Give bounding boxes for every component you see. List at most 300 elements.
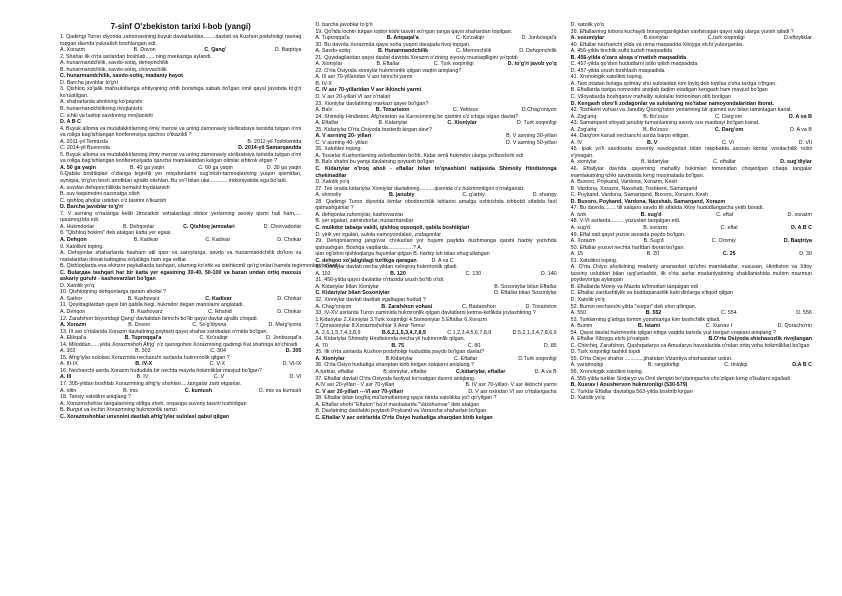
- text-line: [60, 34, 301, 47]
- line-text: B. hunarmandchilikning rivojlanishi: [60, 106, 142, 113]
- answer-option: A. xioniylar: [570, 159, 597, 166]
- answer-option: A. Chag'oniyon: [315, 303, 352, 310]
- answer-option: A. Zog'ariq: [570, 113, 597, 120]
- line-text: C. Eftallar zardushtiylik va buddaparastlik kabi dinlarga e'tiqod qilgan: [570, 290, 733, 297]
- answer-option: B. Dovon: [133, 47, 156, 54]
- answer-option: B. Tuproqqal'a: [124, 335, 162, 342]
- line-text: 15. Afrig'iylar sulolasi Xorazmda nechanchi asrlarda hukmronlik qilgan ?: [60, 354, 230, 361]
- line-text: 9. Xatolikni toping.: [60, 243, 104, 250]
- answer-option: D. Chokar: [277, 308, 302, 315]
- page-title: 7-sinf O'zbekiston tarixi I-bob (yangi): [110, 22, 251, 31]
- answer-option: A. Xioniylar: [315, 61, 343, 68]
- line-text: B. Davlatning dastlabki poytaxti Poykand va Varaxsha shaharlari bo'lgan: [315, 408, 487, 415]
- line-text: 35. Ilk o'rta asrlarda Kushon podsholigi hududida paydo bo'lgan davlat?: [315, 349, 485, 356]
- answer-option: C. Oromiy: [711, 238, 736, 245]
- answer-option: D.Turk xoqonligi: [518, 355, 557, 362]
- answer-option: B. IV asr 70-yillari- V asr ikkinchi yarmi: [465, 382, 557, 389]
- answer-option: B.xioniylar, eftallar: [383, 368, 427, 375]
- line-text: 6.Qabila boshliqlari o'zlariga tegishli yer maydonlarini sug'orish-tarmoqlarining yuqori qismidan, ayniqsa, to'g'on bosh atrofidan ajratib olishlari. Bu vo'l bilan ular............ imkoniyatida ega bo'ladi.: [60, 171, 302, 185]
- line-text: D. Xatolik yo'q: [60, 282, 94, 289]
- answer-option: D. xorazm: [787, 211, 812, 218]
- answer-option: D. sug'diylar: [780, 159, 812, 166]
- line-text: C. Turklar Eftallar davlatiga 563-yilda bostirib kirgan: [570, 388, 693, 395]
- line-text: B. IV-X: [315, 80, 332, 87]
- answer-option: C. Kidariylar bilan Sosoniylar: [315, 290, 390, 297]
- answer-option: A. IV: [570, 139, 583, 146]
- answer-option: C. 2014-yil Buxoroda: [60, 145, 110, 152]
- answer-option: D.5,2,1,3,4,7,8,6,9: [512, 329, 557, 336]
- answer-option: A. Elikqal'a: [60, 335, 87, 342]
- line-text: 48. V-VI asrlarda......... yozuvlari tarqalgan edi.: [570, 218, 681, 225]
- answer-option: D. Baqtriya: [783, 238, 812, 245]
- line-tail-text: D. A va C: [416, 257, 454, 264]
- line-text: 54. Qaysi davlat hukmronlik qilgan ettiga vaqtda tarixda yuz bergan voqeani aniqlang ?: [570, 329, 776, 336]
- answer-option: C. V-X: [209, 361, 226, 368]
- line-text: 26. Xatolikni toping.: [315, 146, 362, 153]
- text-line: [60, 270, 301, 283]
- answer-option: A. V asrning 20- yillari: [315, 133, 372, 140]
- line-text: 8. "Qishloq hokimi" deb atalgan katta yer egasi.: [60, 230, 172, 237]
- answer-option: B. 120: [390, 270, 406, 277]
- text-line: [571, 29, 812, 36]
- line-text: 42. Toshkent vohasi va Janubiy Qozog'iston yerlarining bir qismini suv bilan taminlagan kanal.: [570, 107, 792, 114]
- answer-option: A. III-IX: [60, 361, 78, 368]
- answer-option: C. eftal: [716, 211, 734, 218]
- answer-option: A. III: [60, 374, 72, 381]
- answer-option: D. 30 ga yaqin: [266, 164, 302, 171]
- answer-option: A. 110: [315, 270, 331, 277]
- answer-option: A. 550: [570, 310, 587, 317]
- line-text: 44. Darg'om kanali nechanchi asrda barpo etilgan.: [570, 133, 690, 140]
- answer-option: B. Kashovarz: [127, 295, 160, 302]
- answer-option: A. shimoliy: [315, 192, 342, 199]
- line-text: 25. Kidariylar O'rta Osiyoda bosterib kirgan davr?: [315, 126, 432, 133]
- answer-option: D. VI: [289, 374, 302, 381]
- line-text: A. O'rta Osiyo aholisining madaniy anananlari qo'shni mamlakatlar, xususan, Hindiston va Xitoy tasviriy uslublari bilan uyg'unlashib, ilk o'rta asrlar madaniyatining shakllanishida muhim mazmun poydevoriga aylangan: [570, 264, 812, 284]
- answer-option: D. mis va kumush: [258, 387, 302, 394]
- answer-option: D. A va B: [789, 126, 812, 133]
- answer-option: B. Dehqonlar: [123, 223, 155, 230]
- answer-option: B. Hunarmandchilik: [377, 48, 429, 55]
- line-text: A. Taxt otadan bolaga qolmay shu sulolaidan kim loyiq deb topilsa o'sha taxtga o'tirgan.: [570, 80, 777, 87]
- line-text: C. Bularдан tashqari har bir katta yer egasining 30-40, 50-100 va bazan undan ortiq maxsus askariy guruhi - kashovarzlari bo'lgan: [60, 269, 302, 283]
- line-text: B. Burgut va lochin Xorazmning hukmronlik ramzi: [60, 407, 177, 414]
- answer-option: D. 2014-yil Samarqandda: [238, 145, 302, 152]
- text-line: [60, 250, 301, 263]
- line-text: 40. Eftallar nechanchi yilda va nima maqsadda Xitoyga elchi yuborganlar.: [570, 41, 744, 48]
- answer-option: D. Chokar: [277, 236, 302, 243]
- line-text: C. IV asr 70-yillaridan V asr ikkinchi yarmi: [315, 87, 422, 94]
- answer-option: B. mis: [123, 387, 138, 394]
- line-text: C. 457-yilda qo'shni hududlarni istilo qilish maqsadida: [570, 61, 698, 68]
- answer-option: A. Dehqon: [60, 308, 86, 315]
- line-text: C. qishloq aholisi ustidan o'z tasirini o'tkazish: [60, 197, 167, 204]
- answer-option: A. Xorazm: [60, 47, 85, 54]
- answer-option: D. 30: [799, 251, 812, 258]
- answer-option: B. Bo'zsuv: [643, 126, 669, 133]
- line-text: 13. III asr o'rtalarida Xorazm davlatining poytaxti qaysi shahar xarobalari o'rnida bo'lgan.: [60, 328, 269, 335]
- answer-option: A. Dehqon: [60, 236, 87, 243]
- text-line: [315, 415, 556, 422]
- line-text: 37. Eftallar davlati O'rta Osiyoda faoliyat ko'rsatgan davrni aniqlang.: [315, 375, 476, 382]
- text-line: [60, 342, 301, 349]
- answer-option: C.1,2,3,4,5,6,7,8,9: [447, 329, 492, 336]
- line-text: 1.Kidariylar 2.Xioniylar 3.Turk xoqonligi 4.Somoniylar 5.Eftallar 6.Xorazm: [315, 316, 488, 323]
- line-text: 22. O'rta Osiyoda xioniylar hukmronlik qilgan vaqtni aniqlang?: [315, 67, 462, 74]
- answer-option: B. 552: [645, 310, 662, 317]
- line-text: 32. Xioniylar davlati dastlab egallagan hudud ?: [315, 296, 426, 303]
- answer-option: D. Marg'iyona: [268, 322, 302, 329]
- line-text: B. hunarmandchilik, savdo-sotiq, chorvachilik: [60, 66, 167, 73]
- line-text: A. Eftallar shohi "Eftalon" ba'zi manbalarda "Vaxshunvar" deb atalgan: [315, 401, 480, 408]
- line-text: 51. Xatolikni toping.: [570, 257, 618, 264]
- line-text: C. ichki va tashqi savdoning rivojlanishi: [60, 112, 153, 119]
- answer-option: C. kumush: [184, 387, 213, 394]
- answer-option: A. Sarkor: [60, 295, 83, 302]
- answer-option: C.kidariylar, eftallar: [456, 368, 506, 375]
- text-line: [60, 152, 301, 165]
- answer-option: A. 50 ga yaqin: [60, 164, 96, 171]
- line-text: 20. Bu davrda Xorazmda qaysi soha yuqori darajada rivoj topgan.: [315, 41, 471, 48]
- line-text: 5. Buyuk alloma va mutafakkirlarning ilmiy merosi va uning zamonaviy sivilizatsiya tarixida tutgan o'rni va roliga bag'ishlangan konferensiyada qancha mamlakatdan kelgan olimlar ishtirok etgan ?: [60, 151, 302, 165]
- text-line: [60, 211, 301, 224]
- answer-option: A. Xorazm: [60, 322, 87, 329]
- answer-option: D. A va B: [788, 113, 812, 120]
- answer-option: C. V asrning 40- yillari: [315, 139, 368, 146]
- answer-option: A. sosoniylar: [570, 35, 605, 42]
- line-text: A. III asr 70-yillaridan V asr birinchi yarmi: [315, 74, 413, 81]
- answer-option: B. sug'd: [640, 211, 662, 218]
- line-text: 43. Samarqand viloyati janubiy tumanlarining asosiy suv manbayi bo'lgan kanal.: [570, 120, 760, 127]
- line-text: 52. Bumin nechanchi yilda "xoqon" deb elon qilingan.: [570, 303, 697, 310]
- line-text: 2. Shahar ilk o'rta asrlardan boshlab.......ning markaziga aylandi.: [60, 53, 212, 60]
- line-text: 1. Qadimgi Turon diyorida zamonasining buyuk davlatlaridan........davlati va Kushon podsholigi ravnaq topgan davrda yuksalish boshlangan edi.: [60, 34, 302, 47]
- line-text: C. Viloyatlarda boshqaruv mahalliy sulolalar tomonidan olib borilgan: [570, 94, 731, 101]
- line-text: C. Eftallar V asr oxirlarida O'rta Osiyo hududiga sharqdan kirib kelgan: [315, 414, 493, 421]
- answer-option: D. Chorvadorlar: [263, 223, 302, 230]
- answer-option: C. Qang': [204, 47, 227, 54]
- text-line: [571, 166, 812, 179]
- line-text: B. Qishloqlarda esa ekinzor paykallarda tashqari, ularning ko'shk va istehkomli qo'rg'onlari hamda tegirmonlari bo'lardi.: [60, 263, 341, 270]
- line-text: D. Turk xoqonligi tashkil topdi: [570, 349, 641, 356]
- text-line: [571, 107, 812, 114]
- column-right: [571, 22, 812, 590]
- answer-option: A. Xioniylar: [315, 355, 345, 362]
- line-text: 16. Nechanchi asrda Xorazm hududida bir nechta mayda hokimliklar mavjud bo'lgan?: [60, 367, 262, 374]
- line-text: 14. Miloddan......yilda Xorazmshoh Afrig' o'z qarorgohini Xorazmning qadimgi Kat shahriga ko'chiradi.: [60, 341, 299, 348]
- answer-option: D. A B C: [790, 224, 812, 231]
- answer-option: B. kidariylar: [640, 159, 669, 166]
- answer-option: B. IV: [136, 374, 149, 381]
- answer-option: C. 304: [210, 348, 226, 355]
- answer-option: A. Balx: [315, 107, 333, 114]
- answer-option: C. Ko'zaliqir: [455, 35, 485, 42]
- line-text: A. hunarmandchilik, savdo-sotiq, dehqonchilik: [60, 60, 169, 67]
- answer-option: D. Eftallar bilan Sosoniylar: [493, 290, 557, 297]
- answer-option: B. Kidariylar: [378, 120, 408, 127]
- answer-option: C. 60 ga yaqin: [198, 164, 233, 171]
- line-text: D. Kengash obro'li zodagonlar va sulolaning mo'tabar namoyondalaridan iborat.: [570, 100, 774, 107]
- answer-option: D. 85: [543, 342, 557, 349]
- answer-option: C. 80: [467, 342, 481, 349]
- line-text: 33. IV-XV asrlarda Turon zaminida hukmronlik qilgan davlatlarni ketma-ketlikda joylashtiring ?: [315, 310, 536, 317]
- answer-option: B. Sug'd: [643, 238, 664, 245]
- line-text: C. hunarmandchilik, savdo-sotiq, madaniy hayot: [60, 73, 183, 80]
- answer-option: A. turk: [570, 211, 587, 218]
- answer-option: B.6,2,1,5,3,4,7,8,9: [381, 329, 426, 336]
- answer-option: B. Zarafshon vohasi: [381, 303, 433, 310]
- line-text: A. dehqonlar,ruhoniylar, kashovarzlar: [315, 211, 404, 218]
- answer-option: C. Qishloq jamoalari: [183, 223, 235, 230]
- answer-option: A. 2011-yil Termizda: [60, 138, 108, 145]
- answer-option: A. 302: [60, 348, 76, 355]
- answer-option: D. Baqtriya: [274, 47, 302, 54]
- answer-option: D. Toxariston: [525, 303, 557, 310]
- line-text: 11. Qoyidagilardan qaysi biri qabila begi, hukmdor degan manolarni anglatadi.: [60, 302, 245, 309]
- answer-option: C.turk xoqonligi: [707, 35, 745, 42]
- answer-option: C. Badaxshon: [462, 303, 496, 310]
- line-text: B. Vardona, Xorazm, Naxshab, Toshkent, Samarqand: [570, 185, 698, 192]
- text-line: [315, 199, 556, 212]
- line-text: ular og'ishni qishloqlarga hujumlar qilgan B. harbiy ish bilan shug'ullangan: [315, 251, 490, 258]
- answer-option: D. V asrning 50-yillari: [505, 139, 557, 146]
- answer-option: D. Jonbosqal'a: [266, 335, 302, 342]
- line-text: 7. V asrning o'rtalariga kelib Jirozatkor vohalardagi obikor yerlarning asosiy qismi hali ham,.... qaramog'ida edi.: [60, 210, 302, 224]
- line-text: 30. Xioniylar davlati necha yildan oshiqroq hukmronlik qiladi.: [315, 264, 458, 271]
- line-text: B. Xusrav I Anushervon hukmronligi (530-579): [570, 382, 688, 389]
- answer-option: C. Xusrav I: [705, 323, 733, 330]
- answer-option: A. 2,6,1,5,7,4,3,8,9: [315, 329, 361, 336]
- line-text: 7.Qoraxoniylar 8.Xorazmshohlar 9.Amir Temur: [315, 323, 426, 330]
- line-text: C. Poykand, Vardona, Samarqand, Buxoro, Xorazm, Kesh: [570, 192, 709, 199]
- line-text: 49. Eftal xati qaysi yozuv asosida paydo bo'lgan.: [570, 231, 686, 238]
- answer-option: B. Istami: [637, 323, 661, 330]
- line-text: C. Chirchiq, Zarafshon, Qashqadaryo va Amudaryo havzalarida o'ndan ortiq voha hokimliklari bo'lgan: [570, 342, 810, 349]
- line-text: 10. Qishloqning dehqonlarga qaram aholisi ?: [60, 289, 167, 296]
- line-text: B. Balx shahri bu yangi davlatning poytaxti bo'lgan: [315, 159, 435, 166]
- answer-option: D. Qoracho'rin: [777, 323, 812, 330]
- line-text: D. 457-yilda urush boshlash maqsadida: [570, 67, 665, 74]
- line-text: 3. Qishloq xo'jalik mahsulotlariga ehtiyojning ortib borishiga sabab bo'lgan omil qaysi javobda to'g'ri ko'rsatilgan.: [60, 86, 302, 99]
- answer-option: B. V asrning 30-yillari: [506, 133, 557, 140]
- text-line: [315, 238, 556, 251]
- line-text: D. yirik yer egalari, sulola namoyondalari, zodagonlar: [315, 231, 441, 238]
- answer-option: C. V asr 20-yillari ---VI asr 70-yillari: [315, 388, 403, 395]
- line-text: 45. Ipak yo'li savdosida sosoniy savdogarlari bilan raqobatda asosan kimlar vositachilik rolini o'ynagan.: [570, 146, 812, 159]
- answer-option: B.O'rta Osiyoda shishasozlik rivojlangan: [708, 336, 812, 343]
- answer-option: B. Anqaqal'a: [386, 35, 419, 42]
- line-text: 31. 456-yilda qaysi davlatlar o'rtasida urush bo'lib o'tdi.: [315, 277, 445, 284]
- answer-option: C. Ikhshid: [208, 308, 232, 315]
- answer-option: A.turklar, eftallar: [315, 368, 354, 375]
- answer-option: C. g'arbiy: [462, 192, 485, 199]
- line-text: 46. Eftallylar davrida qayerning mahalliy hokimlari tomonidan chiqarilgan chaqa tangalar mamlakatning ichki savdosida keng muomalada bo'lgan.: [570, 166, 812, 179]
- line-text: 53. Turklarning g'arbga tomon yurishlariga kim boshchilik qiladi.: [570, 316, 721, 323]
- answer-option: A. Savdo-sotiq: [315, 48, 351, 55]
- line-text: A. Toxarlar Kushonlarning avlodlaridan bo'lib, Kidar ismli hukmdor ularga yo'lboshchi edi: [315, 152, 524, 159]
- line-text: D. V asr 20-yillari VI asr o'rtalari: [315, 94, 391, 101]
- answer-option: D. Dehqonchilik: [519, 48, 557, 55]
- answer-option: A. 70: [315, 342, 328, 349]
- line-text: A. Buxoro, Poykand, Vardona, Xorazm, Kesh: [570, 179, 678, 186]
- text-line: [60, 126, 301, 139]
- line-text: D. Xatolik yo'q: [570, 395, 605, 402]
- answer-option: D. 556: [796, 310, 812, 317]
- answer-option: C. V: [213, 374, 225, 381]
- answer-option: C. tiniqligi: [724, 362, 748, 369]
- answer-option: A. 15: [570, 251, 584, 258]
- answer-option: B.Kidariylar: [385, 355, 413, 362]
- answer-option: D.eftoyliklar: [784, 35, 812, 42]
- answer-option: C. Kadivar: [205, 295, 232, 302]
- line-text: A. Dehqonlar shaharlarda hasham atli qasr va saroylarga, savdo va hunarmandchilik do'kon va rastalaridan iborat kattagina xo'jalikga ham ega edilar.: [60, 250, 302, 263]
- answer-option: B. Kadivar: [133, 236, 159, 243]
- answer-option: B. Kashovarz: [130, 308, 163, 315]
- line-text: 21. Quyidagilardan qaysi davlat davrida Xorazm o'zining siyosiy mustaqilligini yo'qotdi.: [315, 54, 520, 61]
- line-text: B. Eftallarda taxtga nomzodni aniqlab taqlim etadigan kengash ham mavjud bo'lgan: [570, 87, 768, 94]
- answer-option: A. Zog'ariq: [570, 126, 597, 133]
- answer-option: C. 25: [722, 251, 736, 258]
- answer-option: C. eftal: [720, 224, 738, 231]
- answer-option: D. A va B: [534, 368, 557, 375]
- text-line: [571, 146, 812, 159]
- answer-option: A. Eftallar: [315, 120, 339, 127]
- line-text: 28. Qadimgi Turon diyorida kimlar obodonchilik ishlarini amalga oshirishda ishbobli sifatida faol qatnashganlar ?: [315, 198, 557, 212]
- answer-option: A. Kidariylar bilan Xioniylar: [315, 283, 379, 290]
- answer-option: B. IV-X: [135, 361, 153, 368]
- line-text: D. Buxoro, Poykand, Vardona, Naxshab, Samarqand, Xorazm: [570, 198, 726, 205]
- answer-option: B. 303: [135, 348, 151, 355]
- line-text: 12. Zarafshon boyoridagi Qang' davlatidan birinchi bo'lib qaysi davlat ajralib chiqadi.: [60, 315, 259, 322]
- line-text: 17. 305-yildan boshlab Xorazmning afrig'iy shohlari.....tangalar zarb etganlar.: [60, 380, 242, 387]
- answer-option: B. xorazm: [643, 224, 668, 231]
- line-text: D. barcha javoblar to'g'ri: [315, 22, 373, 28]
- answer-option: A.IV asr 20-yillari - V asr 70-yillari: [315, 382, 395, 389]
- line-text: 24. Shimoliy Hindiston, Afg'oniston va Xurosonning bir qismini o'z ichiga olgan davlat?: [315, 113, 519, 120]
- line-text: B. suv taqsimotini nazoratga olish: [60, 191, 140, 198]
- line-text: 19. Qo'lida lochin tutgan tojdor kishi tasviri so'ngan tanga qaysi shahardan topilgan.: [315, 28, 513, 35]
- line-text: C. dehqon xo'jaligidagi turlikga qaragan: [315, 257, 417, 264]
- answer-option: D. VII: [798, 139, 812, 146]
- answer-option: D. 140: [540, 270, 557, 277]
- answer-option: B.xioniylar: [643, 35, 669, 42]
- line-text: D. Barcha javoblar to'g'ri: [60, 204, 123, 211]
- answer-option: C. Yettisuv: [453, 107, 479, 114]
- answer-option: C. So'g'diyona: [192, 322, 227, 329]
- answer-option: C. Kadivar: [205, 236, 231, 243]
- line-text: 39. Eftallarning tobora kuchayib borayotganligidan xavfsiragan qaysi xalq ularga yurish qiladi ?: [570, 28, 794, 35]
- line-text: D. A B C: [60, 119, 81, 126]
- answer-option: C. VI: [722, 139, 734, 146]
- line-text: A. Xorazmshohlar tangalarining oldiga shoh, orqasiga suvoriy tasviri tushirilgan: [60, 400, 247, 407]
- answer-option: B. 40 ga yaqin: [130, 164, 165, 171]
- text-line: [315, 166, 556, 179]
- line-text: 4. Buyuk alloma va mutafakkirlarning ilmiy merosi va uning zamonaviy sivilizatsiya tarixida tutgan o'rni va roliga bag'ishlangan konferensiya qachon o'tkazildi ?: [60, 125, 302, 139]
- line-text: B. Eftallarda Moniy va Mazda ta'limotlari tarqalgan edi: [570, 283, 698, 290]
- text-line: [60, 414, 301, 421]
- line-text: 36. O'rta Osiyo hududiga sharqdan kirib kelgan xalqlarni aniqlang ?: [315, 362, 475, 369]
- answer-option: C. 130: [465, 270, 482, 277]
- answer-option: D. sharqiy: [532, 192, 557, 199]
- answer-option: D. Chokar: [277, 295, 302, 302]
- answer-option: C. Memorchilik: [456, 48, 492, 55]
- answer-option: A. Eftallar Xitoyga elchi jo'natgan: [570, 336, 649, 343]
- line-text: D. Xatolik yo'q: [570, 296, 605, 303]
- answer-option: D. V asr oxiridan VI asr o'rtalarigacha: [468, 388, 557, 395]
- text-line: [571, 264, 812, 284]
- answer-option: A. yarqiroqligi: [570, 362, 604, 369]
- answer-option: A. Xorazm: [570, 238, 596, 245]
- answer-option: B. Eftallar: [376, 61, 400, 68]
- line-text: C. Xorazmshohlar unvonini dastlab afrig'iylar sulolasi qabul qilgan: [60, 413, 230, 420]
- line-text: 55. O'rta Osiyo shahsi .............jihatidan Vizantiya shishasidan ustun.: [570, 355, 733, 362]
- line-text: 38. Eftallar bilan bog'liq ma'lumotlarning qaysi birida xatolikka yo'l qo'yilgan ?: [315, 395, 497, 402]
- line-text: C. Kidariylar o'troq aholi - eftallar bilan to'qnashishi natijasida Shimoliy Hindistonga chekinadilar: [315, 166, 557, 179]
- answer-option: B. V: [646, 139, 658, 146]
- answer-option: C. Ko'zaliqir: [199, 335, 228, 342]
- line-text: A. shaharlarda aholining ko'payishi: [60, 99, 143, 106]
- line-text: 56. Xronologik xatolikni toping.: [570, 368, 644, 375]
- answer-option: D. Turk xoqonligi: [516, 120, 557, 127]
- answer-option: A. Tuproqqal'a: [315, 35, 350, 42]
- line-text: A. 456-yilda tinchlik sulhi tuzish maqsadida: [570, 48, 673, 55]
- answer-option: C. Darg'om: [715, 113, 743, 120]
- answer-option: D.Chag'oniyon: [521, 107, 557, 114]
- line-text: 34. Kidariylar Shimoliy Hindistonda necha yil hukmronlik qilgan.: [315, 336, 466, 343]
- answer-option: C. Xioniylar: [447, 120, 477, 127]
- answer-option: C. eftallar: [713, 159, 736, 166]
- answer-option: B. 2012-yil Toshkentda: [247, 138, 302, 145]
- line-text: 50. Eftallar yozuvi nechta harfdan iborat bo'lgan.: [570, 244, 685, 251]
- answer-option: B. rangdorligi: [647, 362, 680, 369]
- answer-option: D. VI-IX: [282, 361, 302, 368]
- answer-option: B. 20: [646, 251, 660, 258]
- line-text: 27. Tez orada kidariylar Xioniylar davlatining..........qismida o'z hukmronligini o'rnatganlar.: [315, 185, 525, 192]
- text-line: [60, 171, 301, 184]
- answer-option: C. Eftallar: [453, 355, 478, 362]
- answer-option: C. Darg'om: [714, 126, 744, 133]
- text-line: [571, 395, 812, 402]
- answer-option: B. 75: [391, 342, 405, 349]
- answer-option: A. sug'd: [570, 224, 590, 231]
- answer-option: B. Dovon: [128, 322, 151, 329]
- answer-option: A. oltin: [60, 387, 77, 394]
- answer-option: C. Turk xoqonligi: [433, 61, 474, 68]
- line-text: 47. Bu davrda........ tili xalqaro savdo tili sifatida Xitoy hududlarigacha yetib boradi.: [570, 205, 765, 212]
- line-text: 41. Xronologik xatolikni toping.: [570, 74, 644, 81]
- answer-option: B. janubiy: [388, 192, 415, 199]
- line-text: C. mulkdor tabaqa vakili, qishloq oqsoqoli, qabila boshliqlari: [315, 224, 470, 231]
- line-text: D. Xatolik yo'q: [315, 179, 350, 186]
- line-text: 29. Dehqonlarning jangovar chokarlari yor hujumi paytida dushmanga qarshi harbiy yurishda qatnashgan. Boshqa vaqtlarda.................? A.: [315, 238, 557, 251]
- line-text: B. yer egalari, zamindorlar, hunarmandlar: [315, 218, 414, 225]
- answer-option: A. Bumin: [570, 323, 593, 330]
- answer-option: B. Sosoniylar bilan Eftallar: [494, 283, 557, 290]
- answer-option: A. Hukmdorlar: [60, 223, 95, 230]
- line-text: A. 555-yilda turklar Sirdaryo va Orol dengizi bo'yiaringacha cho'zilgan keng o'lkalarni egalladi: [570, 375, 790, 382]
- answer-option: D. to'g'ri javob yo'q: [507, 61, 557, 68]
- text-line: [60, 86, 301, 99]
- line-text: A. suvdan dehqonchilikda bemalol foydalanish: [60, 184, 170, 191]
- answer-option: C. 554: [720, 310, 737, 317]
- column-middle: [315, 22, 556, 590]
- text-line: [315, 186, 556, 193]
- answer-option: B. Bo'zsuv: [643, 113, 669, 120]
- line-text: 23. Xioniylar davlatining markazi qayer bo'lgan?: [315, 100, 429, 107]
- line-text: D. xatolik yo'q: [570, 22, 604, 28]
- answer-option: B. Toxariston: [375, 107, 410, 114]
- line-text: 18. Tarixiy xatolikni aniqlang ?: [60, 394, 131, 401]
